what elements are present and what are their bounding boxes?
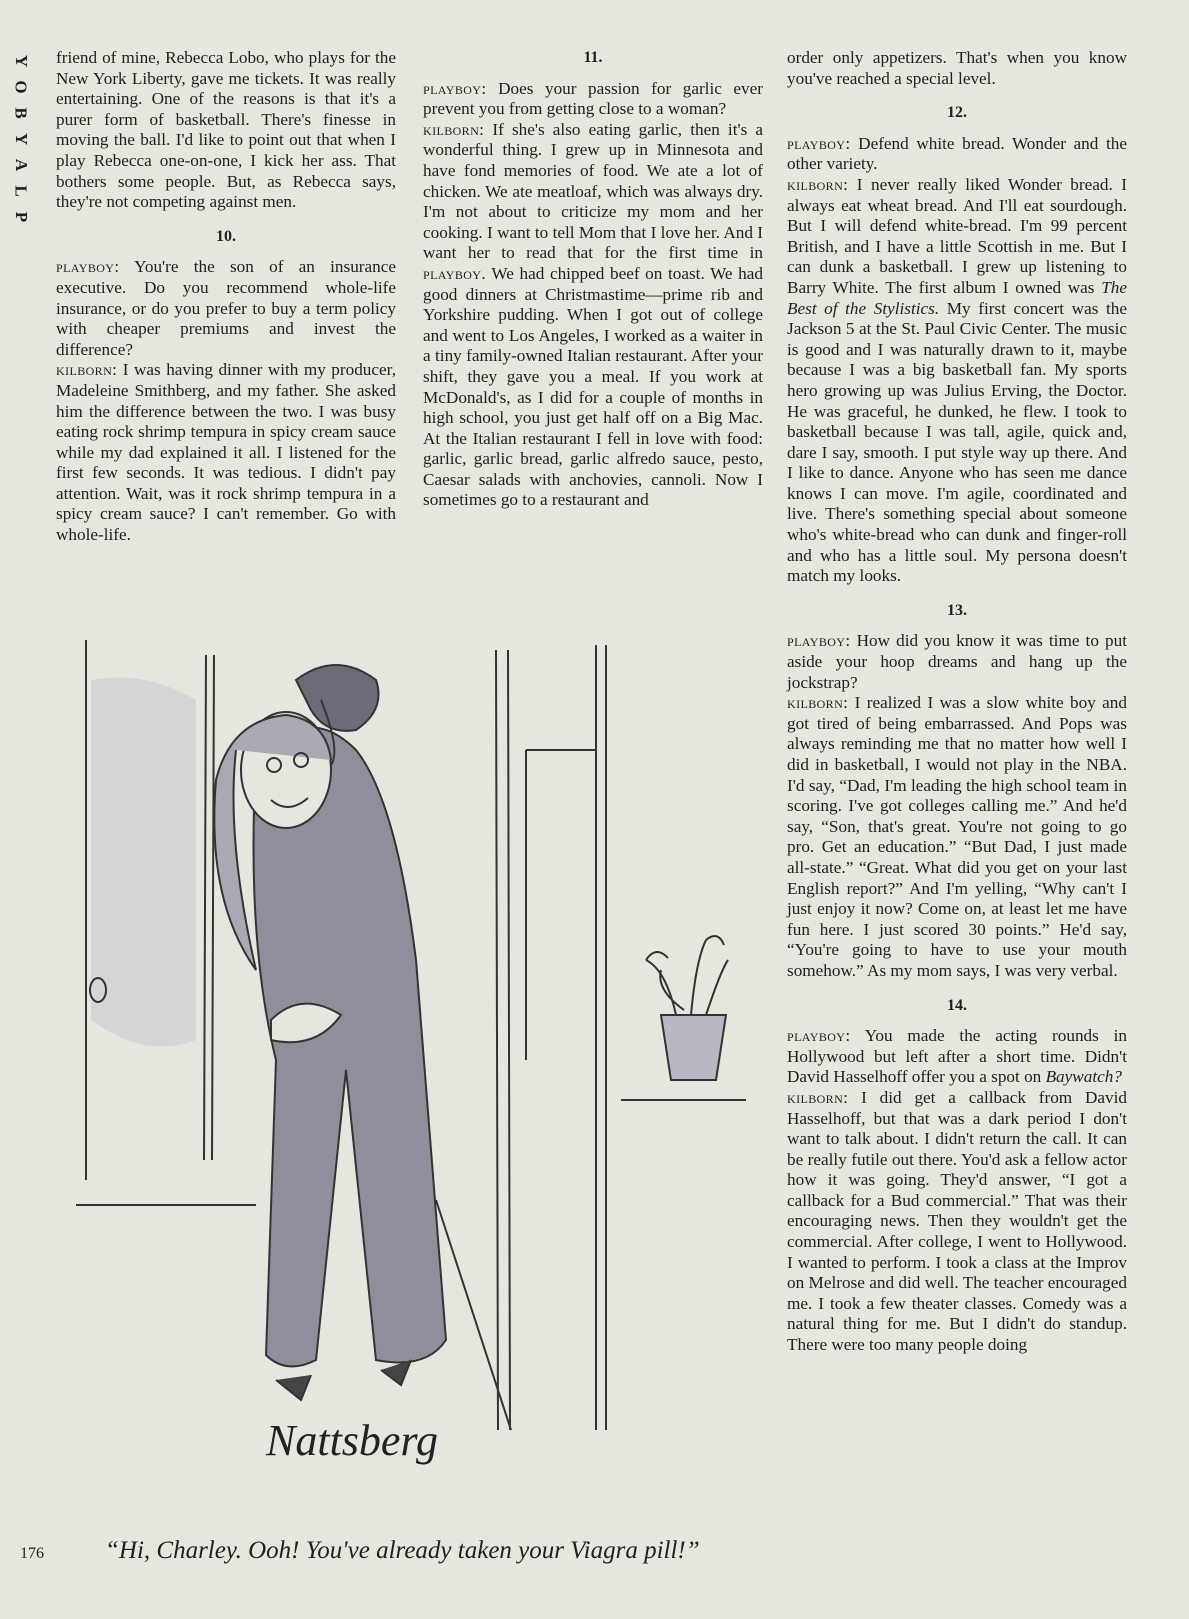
cartoon-illustration bbox=[56, 640, 746, 1540]
speaker-label: kilborn: bbox=[787, 1087, 849, 1107]
door-frame-right bbox=[436, 645, 606, 1430]
side-letter: Y bbox=[12, 54, 31, 68]
side-letter: B bbox=[12, 107, 31, 119]
question-number: 10. bbox=[216, 227, 236, 245]
answer: kilborn: I did get a callback from David Hasselhoff, but that was a dark period I don't want to talk about. I didn't return the call. It can be really futile out there. You'd ask a fellow actor how it was going. They'd answer, “I got a callback for a Bud commercial.” That was their encouraging news. Then they wouldn't get the commercial. After college, I went to Hollywood. I wanted to perform. I took a class at the Improv on Melrose and did well. The teacher encouraged me. I took a few theater classes. Comedy was a natural thing for me. But I didn't do standup. There were too many people doing bbox=[787, 1087, 1127, 1355]
question-number: 12. bbox=[947, 104, 967, 122]
question: playboy: You made the acting rounds in Hollywood but left after a short time. Didn't David Hasselhoff offer you a spot on Baywatch? bbox=[787, 1026, 1127, 1087]
paragraph: order only appetizers. That's when you know you've reached a special level. bbox=[787, 48, 1127, 88]
question: playboy: You're the son of an insurance executive. Do you recommend whole-life insurance, or do you prefer to buy a term policy with cheaper premiums and invest the difference? bbox=[56, 257, 396, 359]
side-letter: P bbox=[11, 211, 31, 223]
column-right bbox=[787, 48, 1127, 1356]
page-number: 176 bbox=[20, 1545, 44, 1562]
question: playboy: How did you know it was time to put aside your hoop dreams and hang up the jockstrap? bbox=[787, 631, 1127, 692]
artist-signature: Nattsberg bbox=[266, 1416, 438, 1465]
side-letter: A bbox=[12, 158, 31, 172]
paragraph: friend of mine, Rebecca Lobo, who plays for the New York Liberty, gave me tickets. It was really entertaining. One of the reasons is that it's a purer form of basketball. There's finesse in moving the ball. I'd like to point out that when I play Rebecca one-on-one, I kick her ass. That bothers some people. But, as Rebecca says, they're not competing against men. bbox=[56, 48, 396, 212]
speaker-label: kilborn: bbox=[787, 174, 849, 194]
speaker-label: playboy: bbox=[423, 78, 487, 98]
answer: kilborn: I never really liked Wonder bread. I always eat wheat bread. And I'll eat sourdough. But I will defend white-bread. I'm 99 percent British, and I have a little Scottish in me. But I can dunk a basketball. I grew up listening to Barry White. The first album I owned was The Best of the Stylistics. My first concert was the Jackson 5 at the St. Paul Civic Center. The music is good and I was naturally drawn to it, maybe because I was a big basketball fan. My sports hero growing up was Julius Erving, the Doctor. He was graceful, he dunked, he flew. I took to basketball because I was tall, agile, quick and, dare I say, smooth. I put style way up there. And I like to dance. Anyone who has seen me dance knows I can move. I'm agile, coordinated and live. There's something special about someone who's white-bread who can dunk and finger-roll and who has a little soul. My persona doesn't match my looks. bbox=[787, 174, 1127, 586]
question: playboy: Does your passion for garlic ever prevent you from getting close to a woman? bbox=[423, 78, 763, 119]
hugging-couple bbox=[214, 665, 446, 1400]
question: playboy: Defend white bread. Wonder and the other variety. bbox=[787, 133, 1127, 174]
speaker-label: kilborn: bbox=[56, 360, 118, 380]
question-number: 13. bbox=[947, 601, 967, 619]
speaker-label: playboy: bbox=[787, 1026, 851, 1046]
answer: kilborn: If she's also eating garlic, then it's a wonderful thing. I grew up in Minnesota and have fond memories of food. We ate a lot of chicken. We ate meatloaf, which was always dry. I'm not about to criticize my mom and her cooking. I want to tell Mom that I love her. And I want her to read that for the first time in playboy. We had chipped beef on toast. We had good dinners at Christmastime—prime rib and Yorkshire pudding. When I got out of college and went to Los Angeles, I worked as a waiter in a tiny family-owned Italian restaurant. After your shift, they gave you a meal. If you work at McDonald's, as I did for a couple of months in high school, you just get half off on a Big Mac. At the Italian restaurant I fell in love with food: garlic, garlic bread, garlic alfredo sauce, pesto, Caesar salads with anchovies, cannoli. Now I sometimes go to a restaurant and bbox=[423, 119, 763, 510]
side-letter: L bbox=[12, 185, 31, 197]
question-number: 14. bbox=[947, 996, 967, 1014]
cartoon-caption: “Hi, Charley. Ooh! You've already taken your Viagra pill!” bbox=[105, 1537, 700, 1564]
question-number: 11. bbox=[583, 49, 603, 66]
side-letter: Y bbox=[12, 132, 31, 146]
answer: kilborn: I was having dinner with my producer, Madeleine Smithberg, and my father. She asked him the difference between the two. I was busy eating rock shrimp tempura in spicy cream sauce while my dad explained it all. I listened for the first few seconds. It was tedious. I didn't pay attention. Wait, was it rock shrimp tempura in a spicy cream sauce? I can't remember. Go with whole-life. bbox=[56, 360, 396, 545]
column-left bbox=[56, 48, 396, 546]
speaker-label: playboy: bbox=[787, 631, 851, 651]
potted-plant bbox=[621, 936, 746, 1100]
speaker-label: kilborn: bbox=[787, 693, 849, 713]
speaker-label: playboy: bbox=[787, 133, 851, 153]
answer: kilborn: I realized I was a slow white boy and got tired of being embarrassed. And Pops was always reminding me that no matter how well I did in basketball, I would not play in the NBA. I'd say, “Dad, I'm leading the high school team in scoring. I've got colleges calling me.” And he'd say, “Son, that's great. You're not going to go pro. Get an education.” “But Dad, I just made all-state.” “Great. What did you get on your last English report?” And I'm yelling, “Why can't I just enjoy it now? Come on, at least let me have fun here. I just scored 30 points.” He'd say, “You're going to have to use your mouth somehow.” As my mom says, I was very verbal. bbox=[787, 693, 1127, 980]
speaker-label: kilborn: bbox=[423, 119, 485, 139]
side-letter: O bbox=[11, 80, 31, 94]
magazine-side-tag bbox=[8, 50, 30, 232]
speaker-label: playboy: bbox=[56, 257, 120, 277]
column-middle bbox=[423, 48, 763, 511]
